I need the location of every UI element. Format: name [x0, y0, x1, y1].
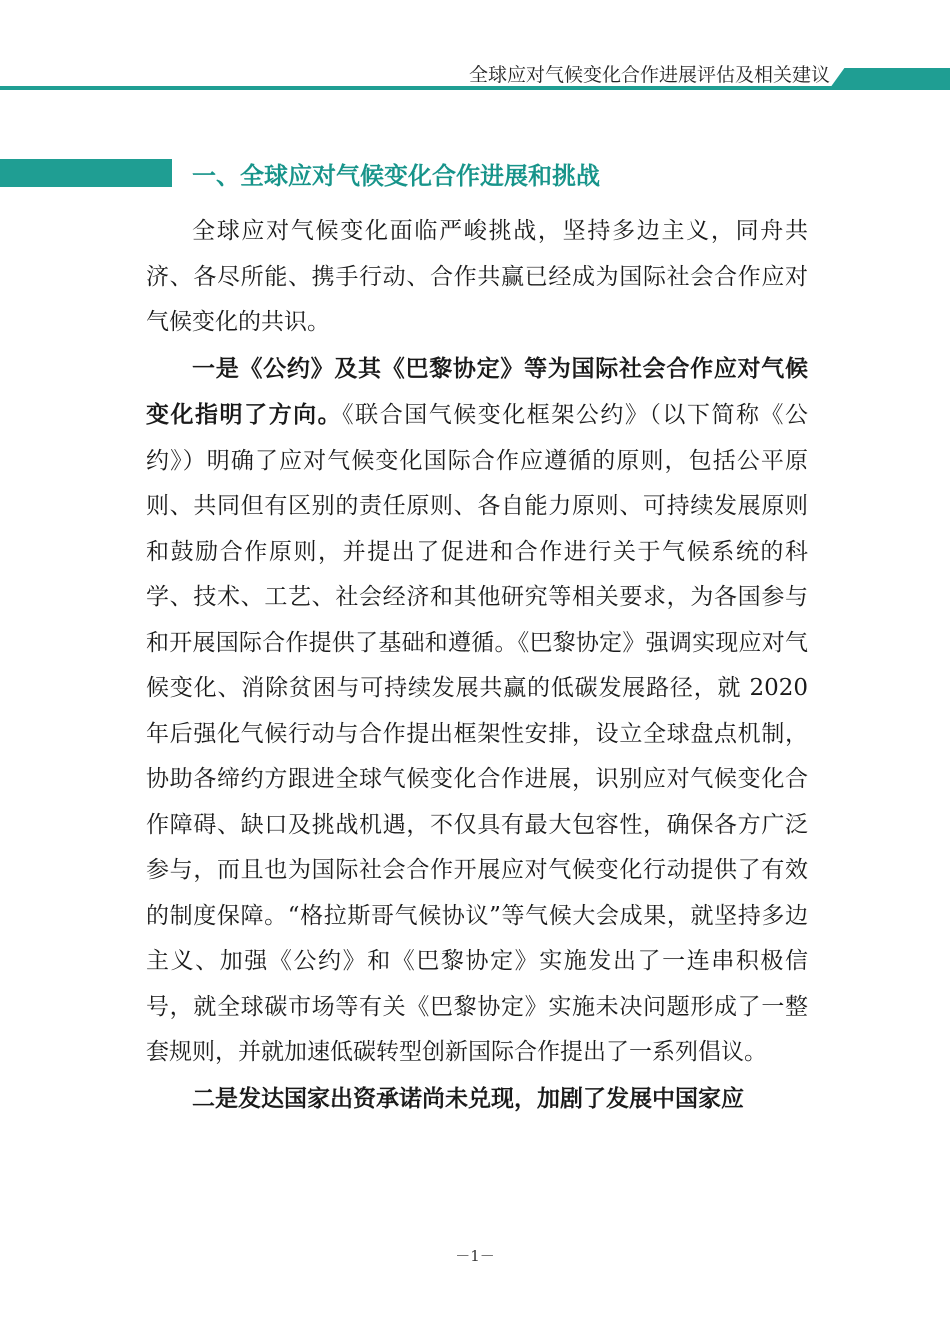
- header-rule: [0, 86, 950, 90]
- header-title: 全球应对气候变化合作进展评估及相关建议: [468, 64, 830, 86]
- header-tab: [830, 68, 950, 88]
- paragraph-2-lead: 一是《公约》及其《巴黎协定》等为国际社会合作应对气候变化指明了方向。: [146, 354, 808, 428]
- paragraph-1: 全球应对气候变化面临严峻挑战，坚持多边主义，同舟共济、各尽所能、携手行动、合作共赢已经成为国际社会合作应对气候变化的共识。: [146, 218, 808, 335]
- paragraph-2: [146, 346, 808, 1076]
- section-title: 一、全球应对气候变化合作进展和挑战: [192, 162, 600, 190]
- page-number: －1－: [455, 1247, 495, 1265]
- section-accent-bar: [0, 159, 172, 187]
- paragraph-2-body: 《联合国气候变化框架公约》（以下简称《公约》）明确了应对气候变化国际合作应遵循的原则，包括公平原则、共同但有区别的责任原则、各自能力原则、可持续发展原则和鼓励合作原则，并提出了促进和合作进行关于气候系统的科学、技术、工艺、社会经济和其他研究等相关要求，为各国参与和开展国际合作提供了基础和遵循。《巴黎协定》强调实现应对气候变化、消除贫困与可持续发展共赢的低碳发展路径，就 2020 年后强化气候行动与合作提出框架性安排，设立全球盘点机制，协助各缔约方跟进全球气候变化合作进展，识别应对气候变化合作障碍、缺口及挑战机遇，不仅具有最大包容性，确保各方广泛参与，而且也为国际社会合作开展应对气候变化行动提供了有效的制度保障。“格拉斯哥气候协议”等气候大会成果，就坚持多边主义、加强《公约》和《巴黎协定》实施发出了一连串积极信号，就全球碳市场等有关《巴黎协定》实施未决问题形成了一整套规则，并就加速低碳转型创新国际合作提出了一系列倡议。: [146, 402, 809, 1065]
- paragraph-3-lead: 二是发达国家出资承诺尚未兑现，加剧了发展中国家应: [192, 1084, 744, 1112]
- body-text: [146, 209, 808, 1122]
- paragraph-3: [146, 1076, 808, 1123]
